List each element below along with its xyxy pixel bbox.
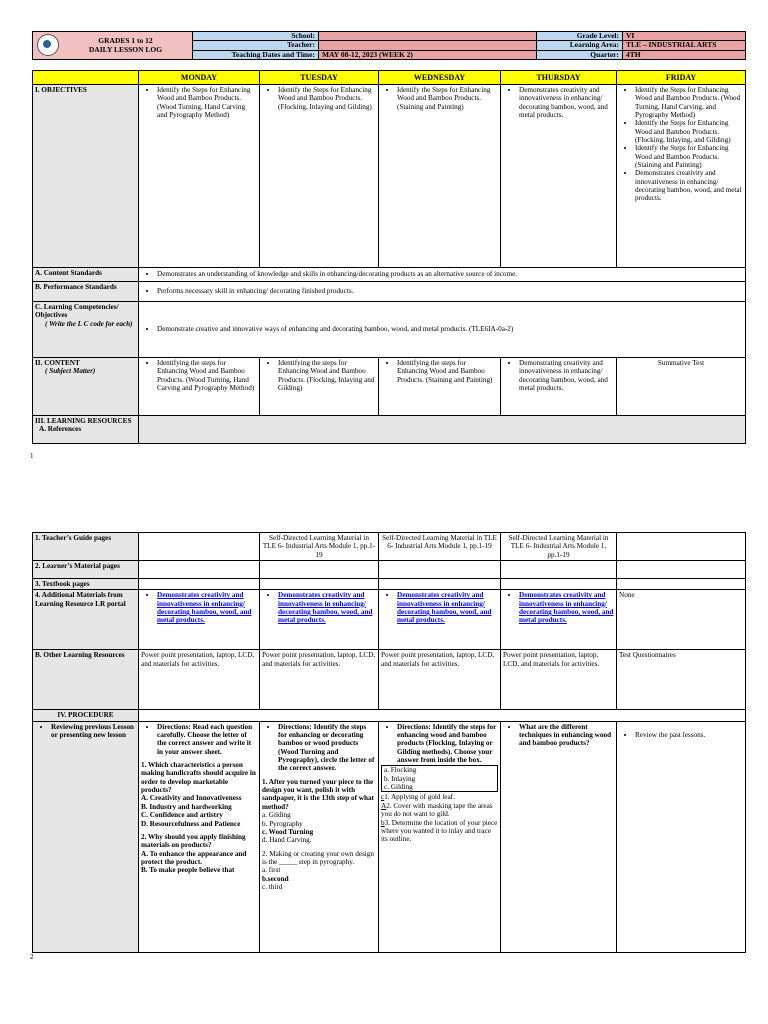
content-label: II. CONTENT ( Subject Matter) <box>33 358 139 416</box>
additional-materials-wednesday <box>379 590 501 650</box>
thursday-question: • What are the different techniques in enhancing wood and bamboo products? <box>519 723 614 748</box>
content-tuesday: • Identifying the steps for Enhancing Wood and Bamboo Products. (Flocking, Inlaying and Gilding) <box>260 358 379 416</box>
review-lesson-label: • Reviewing previous Lesson or presenting new lesson <box>33 721 139 952</box>
review-tuesday: • Directions: Identify the steps for enhancing or decorating bamboo or wood products (Wood Turning and Pyrography), circle the letter of the correct answer. 1. After you turned your piece to the design you want, polish it with sandpaper, it is the 13th step of what method? a. Gilding b. Pyrography c. Wood Turning d. Hand Carving. 2. Making or creating your own design is the _____ step in pyrography. a. first b.second c. third <box>260 721 379 952</box>
other-resources-friday: Test Questionnaires <box>617 650 746 710</box>
tuesday-directions: • Directions: Identify the steps for enhancing or decorating bamboo or wood products (Wood Turning and Pyrography), circle the letter of the correct answer. <box>278 723 376 773</box>
teacher-label: Teacher: <box>193 41 319 50</box>
objective-wednesday: • Identify the Steps for Enhancing Wood and Bamboo Products. (Staining and Painting) <box>379 85 501 268</box>
review-monday: • Directions: Read each question carefully. Choose the letter of the correct answer and write it in your answer sheet. 1. Which characteristics a person making handicrafts should acquire in order to develop marketable products? A. Creativity and Innovativeness B. Industry and hardworking C. Confidence and artistry D. Resourcefulness and Patience 2. Why should you apply finishing materials on products? A. To enhance the appearance and protect the product. B. To make people believe that <box>139 721 260 952</box>
monday-directions: • Directions: Read each question carefully. Choose the letter of the correct answer and write it in your answer sheet. <box>157 723 257 756</box>
review-friday <box>617 721 746 952</box>
teachers-guide-monday <box>139 533 260 561</box>
school-value <box>319 32 537 41</box>
grade-level-label: Grade Level: <box>537 32 623 41</box>
quarter-value: 4TH <box>623 50 746 59</box>
review-wednesday: • Directions: Identify the steps for enhancing wood and bamboo products (Flocking, Inlaying or Gilding methods). Choose your answer from inside the box. a. Flocking b. Inlaying c. Gilding c1. Applying of gold leaf. A2. Cover with masking tape the areas you do not want to gild. b3. Determine the location of your piece where you wanted it to inlay and trace its outline. <box>379 721 501 952</box>
content-thursday: • Demonstrating creativity and innovativeness in enhancing/ decorating bamboo, wood, and metal products. <box>501 358 617 416</box>
additional-materials-label: 4. Additional Materials from Learning Resource LR portal <box>33 590 139 650</box>
content-standards-label: A. Content Standards <box>33 268 139 282</box>
day-header-wednesday: WEDNESDAY <box>379 71 501 85</box>
objective-friday-item: • Identify the Steps for Enhancing Wood and Bamboo Products. (Staining and Painting) <box>635 144 743 169</box>
page-number: 2 <box>30 953 34 961</box>
lr-portal-link[interactable]: Demonstrates creativity and innovativeness in enhancing/ decorating bamboo, wood, and metal products. <box>157 591 252 625</box>
objective-friday-item: • Identify the Steps for Enhancing Wood and Bamboo Products. (Wood Turning, Hand Carving, and Pyrography Method) <box>635 86 743 119</box>
additional-materials-thursday <box>501 590 617 650</box>
procedure-label: IV. PROCEDURE <box>33 710 139 721</box>
day-header-friday: FRIDAY <box>617 71 746 85</box>
choices-box: a. Flocking b. Inlaying c. Gilding <box>381 765 498 792</box>
objective-friday <box>617 85 746 268</box>
teachers-guide-friday <box>617 533 746 561</box>
teacher-value <box>319 41 537 50</box>
other-resources-tuesday: Power point presentation, laptop, LCD, and materials for activities. <box>260 650 379 710</box>
content-friday: Summative Test <box>617 358 746 416</box>
objective-friday-item: • Identify the Steps for Enhancing Wood and Bamboo Products. (Flocking, Inlaying, and Gilding) <box>635 119 743 144</box>
other-resources-thursday: Power point presentation, laptop, LCD, and materials for activities. <box>501 650 617 710</box>
teachers-guide-wednesday: Self-Directed Learning Material in TLE 6- Industrial Arts Module 1, pp.1-19 <box>379 533 501 561</box>
page-number: 1 <box>30 452 34 460</box>
learning-competencies-label: C. Learning Competencies/ Objectives ( Write the L C code for each) <box>33 302 139 358</box>
content-wednesday: • Identifying the steps for Enhancing Wood and Bamboo Products. (Staining and Painting) <box>379 358 501 416</box>
objectives-label: I. OBJECTIVES <box>33 85 139 268</box>
references-label: A. References <box>39 425 82 434</box>
learning-competencies-text: • Demonstrate creative and innovative ways of enhancing and decorating bamboo, wood, and metal products. (TLE6IA-0a-2) <box>139 302 746 358</box>
quarter-label: Quarter: <box>537 50 623 59</box>
subject-matter-note: ( Subject Matter) <box>45 367 96 376</box>
teachers-guide-tuesday: Self-Directed Learning Material in TLE 6- Industrial Arts Module 1, pp.1-19 <box>260 533 379 561</box>
procedure-row <box>139 710 746 721</box>
learners-material-label: 2. Learner’s Material pages <box>33 561 139 579</box>
learning-resources-label: III. LEARNING RESOURCES A. References <box>33 416 139 444</box>
daily-lesson-log-title: DAILY LESSON LOG <box>88 45 163 54</box>
learning-area-value: TLE – INDUSTRIAL ARTS <box>623 41 746 50</box>
teaching-dates-value: MAY 08-12, 2023 (WEEK 2) <box>319 50 537 59</box>
wednesday-directions: • Directions: Identify the steps for enhancing wood and bamboo products (Flocking, Inlaying or Gilding methods). Choose your answer from inside the box. <box>397 723 498 765</box>
textbook-pages-label: 3. Textbook pages <box>33 579 139 590</box>
friday-review: • Review the past lessons. <box>635 731 743 739</box>
day-header-monday: MONDAY <box>139 71 260 85</box>
school-label: School: <box>193 32 319 41</box>
teachers-guide-thursday: Self-Directed Learning Material in TLE 6- Industrial Arts Module 1, pp.1-19 <box>501 533 617 561</box>
grades-label: GRADES 1 to 12 <box>98 36 153 45</box>
teachers-guide-label: 1. Teacher’s Guide pages <box>33 533 139 561</box>
other-resources-wednesday: Power point presentation, laptop, LCD, and materials for activities. <box>379 650 501 710</box>
additional-materials-monday <box>139 590 260 650</box>
day-header-thursday: THURSDAY <box>501 71 617 85</box>
content-standards-text: • Demonstrates an understanding of knowledge and skills in enhancing/decorating products as an alternative source of income. <box>139 268 746 282</box>
review-thursday <box>501 721 617 952</box>
deped-seal-icon <box>37 34 59 56</box>
performance-standards-label: B. Performance Standards <box>33 282 139 302</box>
additional-materials-tuesday <box>260 590 379 650</box>
day-header-tuesday: TUESDAY <box>260 71 379 85</box>
teaching-dates-label: Teaching Dates and Time: <box>193 50 319 59</box>
objective-thursday: • Demonstrates creativity and innovativeness in enhancing/ decorating bamboo, wood, and metal products. <box>501 85 617 268</box>
page2-main-table <box>32 532 746 953</box>
page1-header <box>32 31 746 60</box>
lr-portal-link[interactable]: Demonstrates creativity and innovativeness in enhancing/ decorating bamboo, wood, and metal products. <box>397 591 492 625</box>
lr-portal-link[interactable]: Demonstrates creativity and innovativeness in enhancing/ decorating bamboo, wood, and metal products. <box>519 591 614 625</box>
objective-friday-item: • Demonstrates creativity and innovativeness in enhancing/ decorating bamboo, wood, and metal products. <box>635 169 743 202</box>
other-resources-monday: Power point presentation, laptop, LCD, and materials for activities. <box>139 650 260 710</box>
lr-portal-link[interactable]: Demonstrates creativity and innovativeness in enhancing/ decorating bamboo, wood, and metal products. <box>278 591 373 625</box>
deped-logo-cell <box>33 32 193 60</box>
lc-code-note: ( Write the L C code for each) <box>45 319 133 328</box>
learning-resources-cell <box>139 416 746 444</box>
learning-area-label: Learning Area: <box>537 41 623 50</box>
objective-monday: • Identify the Steps for Enhancing Wood and Bamboo Products. (Wood Turning, Hand Carving and Pyrography Method) <box>139 85 260 268</box>
performance-standards-text: • Performs necessary skill in enhancing/ decorating finished products. <box>139 282 746 302</box>
objective-tuesday: • Identify the Steps for Enhancing Wood and Bamboo Products. (Flocking, Inlaying and Gilding) <box>260 85 379 268</box>
other-learning-resources-label: B. Other Learning Resources <box>33 650 139 710</box>
day-header-blank <box>33 71 139 85</box>
additional-materials-friday: None <box>617 590 746 650</box>
content-monday: • Identifying the steps for Enhancing Wood and Bamboo Products. (Wood Turning, Hand Carving and Pyrography Method) <box>139 358 260 416</box>
grade-level-value: VI <box>623 32 746 41</box>
page1-main-table <box>32 70 746 444</box>
